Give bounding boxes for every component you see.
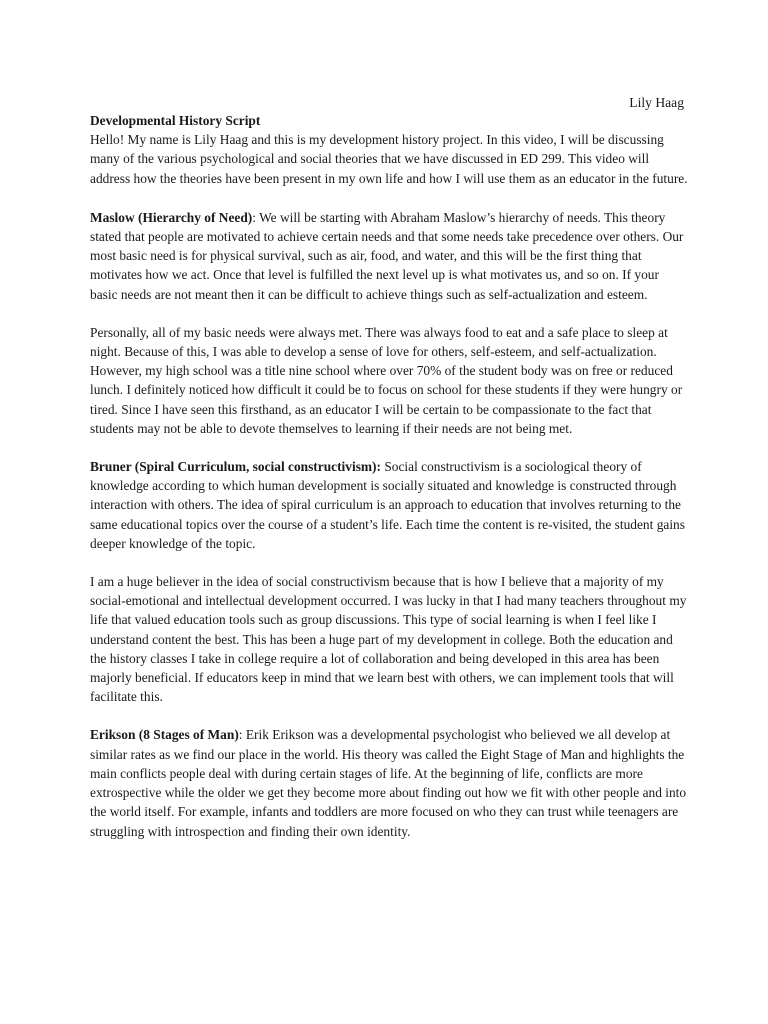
bruner-personal-paragraph: I am a huge believer in the idea of social constructivism because that is how I believe that a majority of my social-emotional and intellectual development occurred. I was lucky in that I had many teachers throughout my life that valued education tools such as group discussions. This type of social learning is when I feel like I understand content the best. This has been a huge part of my development in college. Both the education and the history classes I take in college require a lot of collaboration and being developed in this area has been majorly beneficial. If educators keep in mind that we learn best with others, we can implement tools that will facilitate this.	[90, 574, 687, 705]
intro-paragraph: Hello! My name is Lily Haag and this is my development history project. In this video, I will be discussing many of the various psychological and social theories that we have discussed in ED 299. This video will address how the theories have been present in my own life and how I will use them as an educator in the future.	[90, 132, 688, 186]
erikson-paragraph	[90, 725, 688, 840]
author-name: Lily Haag	[629, 95, 684, 110]
bruner-text: Social constructivism is a sociological theory of knowledge according to which human development is socially situated and knowledge is constructed through interaction with others. The idea of spiral curriculum is an approach to education that involves returning to the same educational topics over the course of a student’s life. Each time the content is re-visited, the student gains deeper knowledge of the topic.	[90, 459, 685, 551]
bruner-heading: Bruner (Spiral Curriculum, social constructivism):	[90, 459, 381, 475]
maslow-heading: Maslow (Hierarchy of Need)	[90, 209, 253, 225]
document-title: Developmental History Script	[90, 113, 261, 128]
document-body	[90, 111, 688, 860]
maslow-text: : We will be starting with Abraham Maslow’s hierarchy of needs. This theory stated that people are motivated to achieve certain needs and that some needs take precedence over others. Our most basic need is for physical survival, such as air, food, and water, and this will be the first thing that motivates how we act. Once that level is fulfilled the next level up is what motivates us, and so on. If your basic needs are not meant then it can be difficult to achieve things such as self-actualization and esteem.	[90, 209, 684, 302]
maslow-personal-paragraph: Personally, all of my basic needs were always met. There was always food to eat and a safe place to sleep at night. Because of this, I was able to develop a sense of love for others, self-esteem, and self-actualization. However, my high school was a title nine school where over 70% of the student body was on free or reduced lunch. I definitely noticed how difficult it could be to focus on school for these students if they were hungry or tired. Since I have seen this firsthand, as an educator I will be certain to be compassionate to the fact that students may not be able to devote themselves to learning if their needs are not being met.	[90, 324, 683, 436]
erikson-heading: Erikson (8 Stages of Man)	[90, 727, 239, 743]
erikson-text: : Erik Erikson was a developmental psychologist who believed we all develop at similar rates as we find our place in the world. His theory was called the Eight Stage of Man and highlights the main conflicts people deal with during certain stages of life. At the beginning of life, conflicts are more extrospective while the older we get they become more about finding out how we fit with other people and into the world itself. For example, infants and toddlers are more focused on who they can trust while teenagers are struggling with introspection and finding their own identity.	[90, 727, 687, 839]
maslow-paragraph	[90, 208, 688, 304]
bruner-paragraph	[90, 457, 688, 553]
